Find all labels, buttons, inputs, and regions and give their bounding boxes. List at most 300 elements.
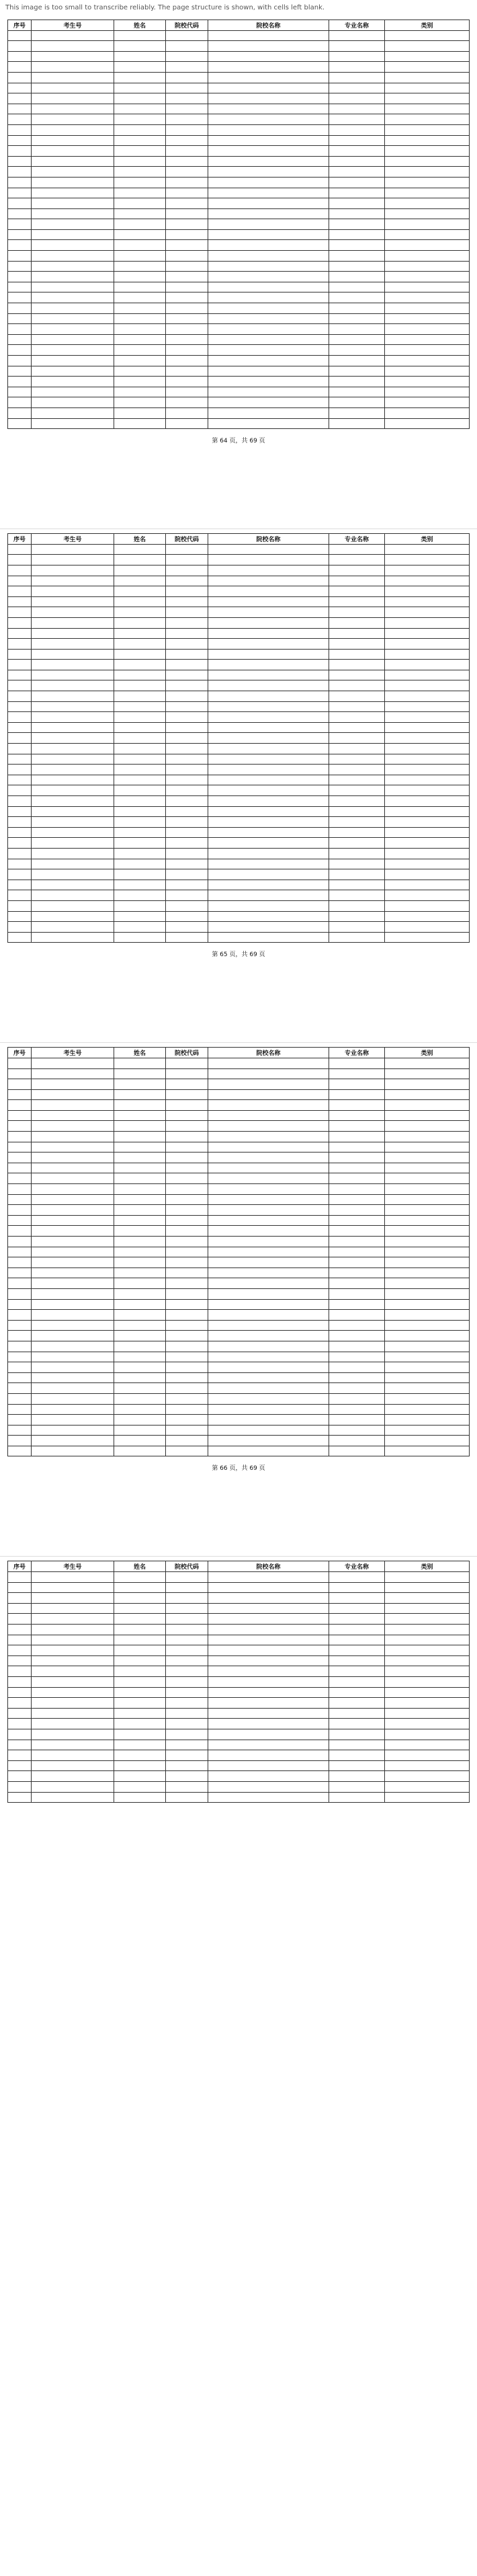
- table-cell: [8, 1173, 32, 1184]
- table-cell: [114, 1719, 166, 1729]
- col-header: 姓名: [114, 534, 166, 545]
- col-header: 类别: [385, 1561, 470, 1572]
- table-cell: [166, 817, 208, 828]
- table-cell: [8, 680, 32, 691]
- table-cell: [114, 1341, 166, 1352]
- table-cell: [114, 1740, 166, 1750]
- table-cell: [329, 555, 385, 565]
- table-cell: [114, 334, 166, 345]
- table-cell: [32, 146, 114, 157]
- table-cell: [32, 1635, 114, 1645]
- table-cell: [114, 1425, 166, 1436]
- table-cell: [329, 576, 385, 586]
- table-cell: [114, 251, 166, 262]
- table-cell: [329, 1310, 385, 1321]
- table-cell: [32, 83, 114, 93]
- table-cell: [8, 639, 32, 650]
- table-cell: [166, 900, 208, 911]
- table-cell: [114, 1257, 166, 1268]
- table-cell: [329, 208, 385, 219]
- table-cell: [114, 890, 166, 901]
- table-cell: [166, 1740, 208, 1750]
- table-cell: [385, 377, 470, 387]
- table-cell: [32, 544, 114, 555]
- table-cell: [114, 1677, 166, 1688]
- table-cell: [329, 83, 385, 93]
- table-cell: [8, 1593, 32, 1604]
- table-cell: [385, 817, 470, 828]
- table-cell: [114, 345, 166, 356]
- table-cell: [8, 576, 32, 586]
- table-cell: [166, 387, 208, 397]
- table-cell: [385, 617, 470, 628]
- table-cell: [208, 1267, 329, 1278]
- table-cell: [8, 418, 32, 429]
- table-cell: [385, 124, 470, 135]
- table-cell: [8, 219, 32, 230]
- table-cell: [329, 1655, 385, 1666]
- table-row: [8, 1205, 470, 1216]
- table-cell: [114, 324, 166, 335]
- table-cell: [166, 251, 208, 262]
- col-header: 专业名称: [329, 1048, 385, 1058]
- table-cell: [385, 701, 470, 712]
- table-cell: [32, 1446, 114, 1456]
- table-cell: [8, 1068, 32, 1079]
- table-cell: [329, 1331, 385, 1341]
- table-cell: [166, 418, 208, 429]
- table-cell: [208, 1708, 329, 1719]
- table-cell: [329, 1614, 385, 1625]
- table-cell: [8, 387, 32, 397]
- table-cell: [208, 1362, 329, 1373]
- table-row: [8, 251, 470, 262]
- table-cell: [208, 900, 329, 911]
- col-header: 考生号: [32, 534, 114, 545]
- table-cell: [329, 754, 385, 765]
- table-cell: [385, 785, 470, 796]
- table-cell: [114, 1635, 166, 1645]
- table-cell: [166, 1288, 208, 1299]
- table-cell: [329, 1058, 385, 1068]
- table-cell: [385, 1404, 470, 1415]
- table-cell: [208, 1247, 329, 1257]
- table-cell: [385, 1267, 470, 1278]
- table-cell: [114, 712, 166, 723]
- table-row: [8, 890, 470, 901]
- table-cell: [166, 544, 208, 555]
- table-row: [8, 156, 470, 167]
- table-cell: [329, 104, 385, 114]
- table-cell: [166, 1572, 208, 1583]
- col-header: 院校代码: [166, 20, 208, 31]
- col-header: 姓名: [114, 1048, 166, 1058]
- table-cell: [32, 1708, 114, 1719]
- table-cell: [166, 1645, 208, 1656]
- table-cell: [208, 670, 329, 680]
- table-cell: [385, 72, 470, 83]
- table-cell: [385, 366, 470, 377]
- table-cell: [32, 1666, 114, 1677]
- table-cell: [114, 1750, 166, 1761]
- table-cell: [208, 51, 329, 62]
- table-cell: [329, 62, 385, 73]
- table-cell: [114, 1310, 166, 1321]
- table-cell: [32, 596, 114, 607]
- table-cell: [208, 754, 329, 765]
- table-row: [8, 146, 470, 157]
- table-cell: [8, 1603, 32, 1614]
- table-cell: [114, 1068, 166, 1079]
- table-cell: [8, 565, 32, 576]
- table-cell: [385, 1593, 470, 1604]
- table-cell: [166, 1781, 208, 1792]
- table-cell: [8, 1572, 32, 1583]
- table-cell: [208, 712, 329, 723]
- table-cell: [8, 156, 32, 167]
- table-row: [8, 775, 470, 785]
- col-header: 序号: [8, 20, 32, 31]
- table-cell: [385, 1110, 470, 1121]
- table-cell: [208, 1341, 329, 1352]
- table-cell: [329, 156, 385, 167]
- table-cell: [329, 1132, 385, 1142]
- table-cell: [8, 617, 32, 628]
- table-cell: [329, 1205, 385, 1216]
- table-cell: [114, 366, 166, 377]
- table-row: [8, 387, 470, 397]
- table-cell: [166, 1352, 208, 1362]
- table-cell: [8, 324, 32, 335]
- table-cell: [385, 680, 470, 691]
- table-cell: [8, 251, 32, 262]
- table-cell: [8, 733, 32, 744]
- table-row: [8, 1708, 470, 1719]
- table-cell: [385, 1614, 470, 1625]
- table-row: [8, 1603, 470, 1614]
- table-cell: [385, 1436, 470, 1446]
- table-cell: [208, 1614, 329, 1625]
- table-cell: [8, 670, 32, 680]
- table-cell: [32, 691, 114, 702]
- table-cell: [329, 796, 385, 807]
- table-cell: [208, 1132, 329, 1142]
- table-cell: [166, 1267, 208, 1278]
- table-cell: [8, 1142, 32, 1153]
- col-header: 类别: [385, 20, 470, 31]
- col-header: 考生号: [32, 1048, 114, 1058]
- table-cell: [208, 1436, 329, 1446]
- table-cell: [208, 1677, 329, 1688]
- table-cell: [385, 1132, 470, 1142]
- table-cell: [32, 377, 114, 387]
- table-row: [8, 660, 470, 670]
- table-cell: [114, 754, 166, 765]
- table-cell: [32, 1194, 114, 1205]
- table-cell: [208, 1089, 329, 1100]
- table-cell: [385, 1121, 470, 1132]
- table-cell: [114, 1247, 166, 1257]
- page-64: [7, 15, 470, 449]
- table-cell: [208, 1635, 329, 1645]
- table-cell: [329, 303, 385, 314]
- table-row: [8, 303, 470, 314]
- col-header: 类别: [385, 534, 470, 545]
- table-row: [8, 649, 470, 660]
- table-cell: [385, 1760, 470, 1771]
- table-row: [8, 565, 470, 576]
- table-cell: [385, 303, 470, 314]
- table-cell: [8, 1740, 32, 1750]
- table-cell: [208, 1288, 329, 1299]
- table-cell: [208, 219, 329, 230]
- table-cell: [114, 796, 166, 807]
- table-cell: [208, 1110, 329, 1121]
- table-cell: [32, 1603, 114, 1614]
- table-cell: [8, 366, 32, 377]
- table-cell: [385, 1215, 470, 1226]
- table-cell: [166, 1635, 208, 1645]
- table-cell: [32, 418, 114, 429]
- table-row: [8, 1792, 470, 1803]
- table-cell: [329, 251, 385, 262]
- table-cell: [8, 586, 32, 597]
- table-row: [8, 932, 470, 943]
- table-cell: [114, 1320, 166, 1331]
- table-cell: [8, 1237, 32, 1247]
- table-cell: [385, 733, 470, 744]
- table-cell: [166, 1121, 208, 1132]
- table-cell: [385, 1320, 470, 1331]
- table-cell: [8, 177, 32, 188]
- table-cell: [385, 628, 470, 639]
- table-cell: [208, 1729, 329, 1740]
- table-cell: [329, 1226, 385, 1237]
- table-cell: [208, 1781, 329, 1792]
- table-cell: [385, 1393, 470, 1404]
- table-cell: [166, 670, 208, 680]
- table-cell: [114, 880, 166, 890]
- table-row: [8, 345, 470, 356]
- table-cell: [208, 1205, 329, 1216]
- table-cell: [32, 208, 114, 219]
- table-cell: [114, 124, 166, 135]
- table-cell: [208, 41, 329, 52]
- table-cell: [329, 114, 385, 125]
- table-cell: [329, 596, 385, 607]
- table-cell: [208, 617, 329, 628]
- table-row: [8, 670, 470, 680]
- table-cell: [32, 1237, 114, 1247]
- table-cell: [385, 754, 470, 765]
- table-row: [8, 1100, 470, 1111]
- table-cell: [385, 387, 470, 397]
- table-cell: [385, 932, 470, 943]
- table-cell: [329, 565, 385, 576]
- table-cell: [166, 1698, 208, 1709]
- table-cell: [8, 1163, 32, 1173]
- table-row: [8, 51, 470, 62]
- table-row: [8, 765, 470, 775]
- table-row: [8, 838, 470, 849]
- table-cell: [32, 1320, 114, 1331]
- table-cell: [208, 1760, 329, 1771]
- table-cell: [329, 356, 385, 366]
- table-row: [8, 1740, 470, 1750]
- table-row: [8, 261, 470, 272]
- table-cell: [208, 188, 329, 198]
- table-cell: [8, 198, 32, 209]
- table-cell: [32, 911, 114, 922]
- table-cell: [166, 1163, 208, 1173]
- table-cell: [208, 1719, 329, 1729]
- table-row: [8, 188, 470, 198]
- table-cell: [385, 1383, 470, 1394]
- table-cell: [329, 1299, 385, 1310]
- table-cell: [32, 198, 114, 209]
- table-cell: [166, 1184, 208, 1195]
- table-cell: [8, 1750, 32, 1761]
- table-cell: [114, 387, 166, 397]
- table-cell: [166, 1593, 208, 1604]
- table-cell: [385, 1625, 470, 1635]
- table-body: [8, 1058, 470, 1456]
- table-row: [8, 1226, 470, 1237]
- table-cell: [385, 41, 470, 52]
- table-cell: [32, 1267, 114, 1278]
- table-cell: [32, 135, 114, 146]
- table-cell: [8, 628, 32, 639]
- table-cell: [32, 576, 114, 586]
- table-cell: [166, 922, 208, 933]
- table-row: [8, 93, 470, 104]
- table-cell: [166, 146, 208, 157]
- table-cell: [8, 1436, 32, 1446]
- table-cell: [32, 407, 114, 418]
- table-row: [8, 1635, 470, 1645]
- table-cell: [114, 30, 166, 41]
- table-cell: [329, 544, 385, 555]
- table-cell: [329, 282, 385, 292]
- table-cell: [329, 272, 385, 282]
- col-header: 院校名称: [208, 534, 329, 545]
- table-cell: [114, 576, 166, 586]
- table-cell: [385, 1299, 470, 1310]
- table-cell: [114, 303, 166, 314]
- table-cell: [114, 1792, 166, 1803]
- table-row: [8, 1153, 470, 1163]
- table-cell: [166, 156, 208, 167]
- table-row: [8, 167, 470, 178]
- table-row: [8, 1415, 470, 1426]
- table-cell: [32, 680, 114, 691]
- table-cell: [208, 744, 329, 754]
- table-cell: [8, 911, 32, 922]
- table-cell: [385, 1362, 470, 1373]
- table-row: [8, 596, 470, 607]
- table-cell: [329, 418, 385, 429]
- table-cell: [32, 617, 114, 628]
- table-cell: [208, 282, 329, 292]
- table-cell: [8, 1760, 32, 1771]
- table-cell: [8, 806, 32, 817]
- table-cell: [208, 691, 329, 702]
- table-cell: [166, 701, 208, 712]
- table-cell: [32, 397, 114, 408]
- table-cell: [166, 827, 208, 838]
- table-cell: [114, 51, 166, 62]
- table-row: [8, 1194, 470, 1205]
- table-cell: [166, 72, 208, 83]
- table-cell: [385, 880, 470, 890]
- table-cell: [114, 1729, 166, 1740]
- table-cell: [166, 334, 208, 345]
- table-cell: [114, 586, 166, 597]
- table-cell: [329, 1771, 385, 1782]
- table-cell: [208, 1257, 329, 1268]
- table-cell: [32, 1173, 114, 1184]
- table-row: [8, 744, 470, 754]
- table-cell: [208, 701, 329, 712]
- page-66: [7, 1043, 470, 1477]
- table-cell: [8, 1655, 32, 1666]
- table-cell: [208, 1625, 329, 1635]
- table-cell: [8, 1132, 32, 1142]
- table-cell: [208, 1666, 329, 1677]
- table-cell: [385, 208, 470, 219]
- table-cell: [208, 292, 329, 303]
- table-cell: [329, 30, 385, 41]
- table-cell: [385, 744, 470, 754]
- table-cell: [32, 1677, 114, 1688]
- table-cell: [208, 345, 329, 356]
- table-cell: [32, 796, 114, 807]
- table-cell: [208, 1687, 329, 1698]
- table-cell: [166, 1173, 208, 1184]
- table-row: [8, 796, 470, 807]
- table-cell: [208, 817, 329, 828]
- table-cell: [32, 366, 114, 377]
- table-cell: [114, 1163, 166, 1173]
- table-cell: [329, 1194, 385, 1205]
- table-row: [8, 72, 470, 83]
- table-cell: [329, 1288, 385, 1299]
- table-row: [8, 83, 470, 93]
- table-cell: [166, 1089, 208, 1100]
- table-body: [8, 30, 470, 429]
- table-cell: [8, 1425, 32, 1436]
- table-row: [8, 1341, 470, 1352]
- table-cell: [385, 639, 470, 650]
- table-cell: [166, 324, 208, 335]
- table-row: [8, 617, 470, 628]
- table-cell: [32, 292, 114, 303]
- table-cell: [166, 1068, 208, 1079]
- table-cell: [208, 722, 329, 733]
- table-cell: [166, 1729, 208, 1740]
- table-cell: [32, 1372, 114, 1383]
- table-cell: [385, 586, 470, 597]
- data-table: [7, 1047, 470, 1456]
- table-cell: [114, 1760, 166, 1771]
- table-cell: [166, 313, 208, 324]
- table-cell: [32, 356, 114, 366]
- table-cell: [114, 555, 166, 565]
- table-cell: [329, 292, 385, 303]
- table-cell: [114, 1121, 166, 1132]
- table-cell: [208, 1771, 329, 1782]
- table-cell: [385, 1446, 470, 1456]
